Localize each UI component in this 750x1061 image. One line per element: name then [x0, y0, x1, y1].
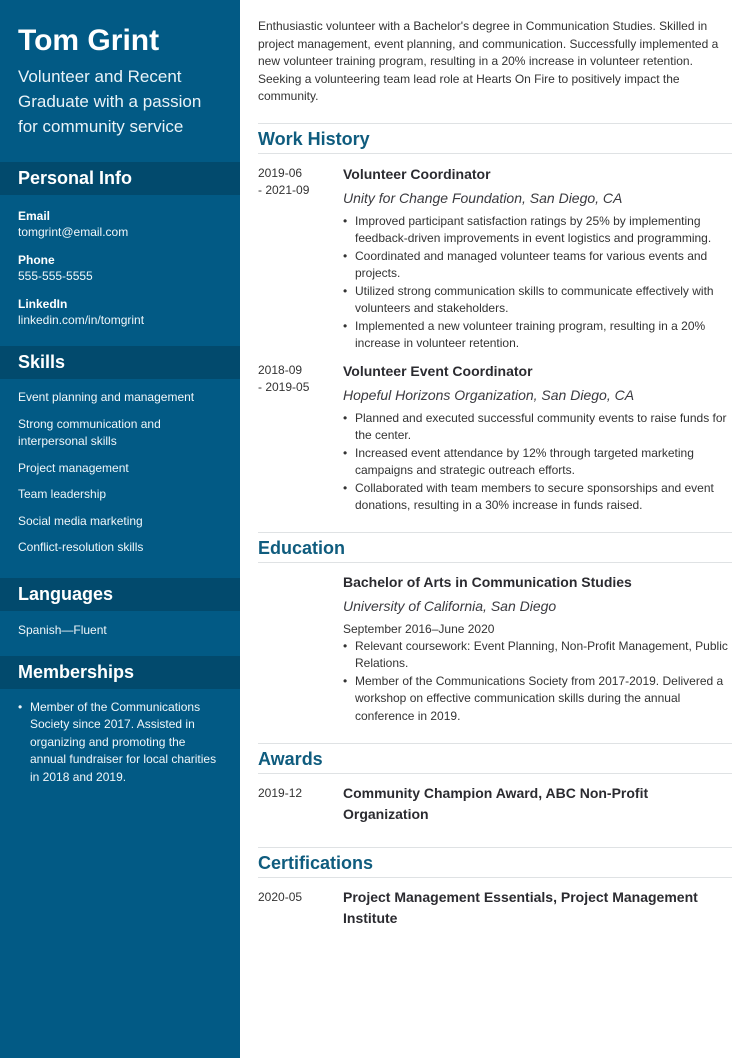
work-dates [258, 165, 343, 353]
job-title: Volunteer Event Coordinator [343, 362, 533, 379]
email-label: Email [18, 209, 51, 223]
work-start-date: 2019-06 [258, 165, 303, 180]
skill-item: Strong communication and interpersonal skills [18, 416, 161, 448]
awards-heading: Awards [258, 743, 732, 774]
memberships-heading: Memberships [0, 656, 240, 689]
job-organization: Unity for Change Foundation, San Diego, CA [343, 189, 623, 206]
certifications-heading: Certifications [258, 847, 732, 878]
candidate-tagline: Volunteer and Recent Graduate with a passion for community service [18, 67, 202, 136]
membership-item: • Member of the Communications Society since 2017. Assisted in organizing and promoting the annual fundraiser for local charities in 2018 and 2019. [18, 699, 222, 787]
certification-title: Project Management Essentials, Project Management Institute [343, 889, 698, 926]
skills-list [0, 379, 240, 578]
personal-info-heading: Personal Info [0, 162, 240, 195]
skill-item: Project management [18, 460, 129, 475]
job-bullet: • Planned and executed successful community events to raise funds for the center. [343, 410, 732, 445]
linkedin-value: linkedin.com/in/tomgrint [18, 313, 145, 327]
education-dates: September 2016–June 2020 [343, 621, 495, 636]
degree-title: Bachelor of Arts in Communication Studies [343, 573, 632, 590]
award-entry [258, 783, 732, 825]
work-end-date: - 2019-05 [258, 380, 310, 394]
job-organization: Hopeful Horizons Organization, San Diego, CA [343, 386, 635, 403]
language-item: Spanish—Fluent [18, 622, 107, 637]
education-entry [258, 573, 732, 726]
work-entry [258, 362, 732, 515]
main-content [258, 0, 732, 929]
phone-label: Phone [18, 253, 55, 267]
award-date: 2019-12 [258, 786, 303, 800]
work-end-date: - 2021-09 [258, 183, 310, 197]
memberships-list [0, 689, 240, 787]
job-bullet: • Improved participant satisfaction ratings by 25% by implementing feedback-driven improvements in event logistics and programming. [343, 213, 732, 248]
job-bullets [343, 410, 732, 515]
job-bullet: • Increased event attendance by 12% through targeted marketing campaigns and strategic outreach efforts. [343, 445, 732, 480]
certification-date: 2020-05 [258, 890, 303, 904]
work-start-date: 2018-09 [258, 362, 303, 377]
job-bullet: • Utilized strong communication skills to communicate effectively with volunteers and stakeholders. [343, 283, 732, 318]
certification-entry [258, 887, 732, 929]
skill-item: Event planning and management [18, 390, 195, 404]
sidebar [0, 0, 240, 1058]
skill-item: Social media marketing [18, 513, 143, 528]
job-bullet: • Collaborated with team members to secure sponsorships and event donations, resulting in a 30% increase in funds raised. [343, 480, 732, 515]
job-bullets [343, 213, 732, 353]
professional-summary: Enthusiastic volunteer with a Bachelor's degree in Communication Studies. Skilled in project management, event planning, and communication. Successfully implemented a new volunteer training program, resulting in a 20% increase in volunteer retention. Seeking a volunteering team lead role at Hearts On Fire to positively impact the community. [258, 19, 719, 103]
work-history-heading: Work History [258, 123, 732, 154]
job-title: Volunteer Coordinator [343, 165, 491, 182]
phone-value: 555-555-5555 [18, 269, 93, 283]
education-heading: Education [258, 532, 732, 563]
candidate-name: Tom Grint [18, 24, 160, 57]
education-bullet: • Relevant coursework: Event Planning, Non-Profit Management, Public Relations. [343, 638, 732, 673]
school-name: University of California, San Diego [343, 597, 557, 614]
work-dates [258, 362, 343, 515]
personal-info-section [0, 195, 240, 346]
languages-heading: Languages [0, 578, 240, 611]
skill-item: Conflict-resolution skills [18, 540, 144, 554]
skill-item: Team leadership [18, 487, 107, 501]
email-value: tomgrint@email.com [18, 225, 129, 239]
education-bullet: • Member of the Communications Society from 2017-2019. Delivered a workshop on effective communication skills during the annual conference in 2019. [343, 673, 732, 726]
education-bullets [343, 638, 732, 726]
award-title: Community Champion Award, ABC Non-Profit Organization [343, 785, 649, 822]
job-bullet: • Coordinated and managed volunteer teams for various events and projects. [343, 248, 732, 283]
work-entry [258, 165, 732, 353]
skills-heading: Skills [0, 346, 240, 379]
job-bullet: • Implemented a new volunteer training program, resulting in a 20% increase in volunteer retention. [343, 318, 732, 353]
linkedin-label: LinkedIn [18, 297, 68, 311]
